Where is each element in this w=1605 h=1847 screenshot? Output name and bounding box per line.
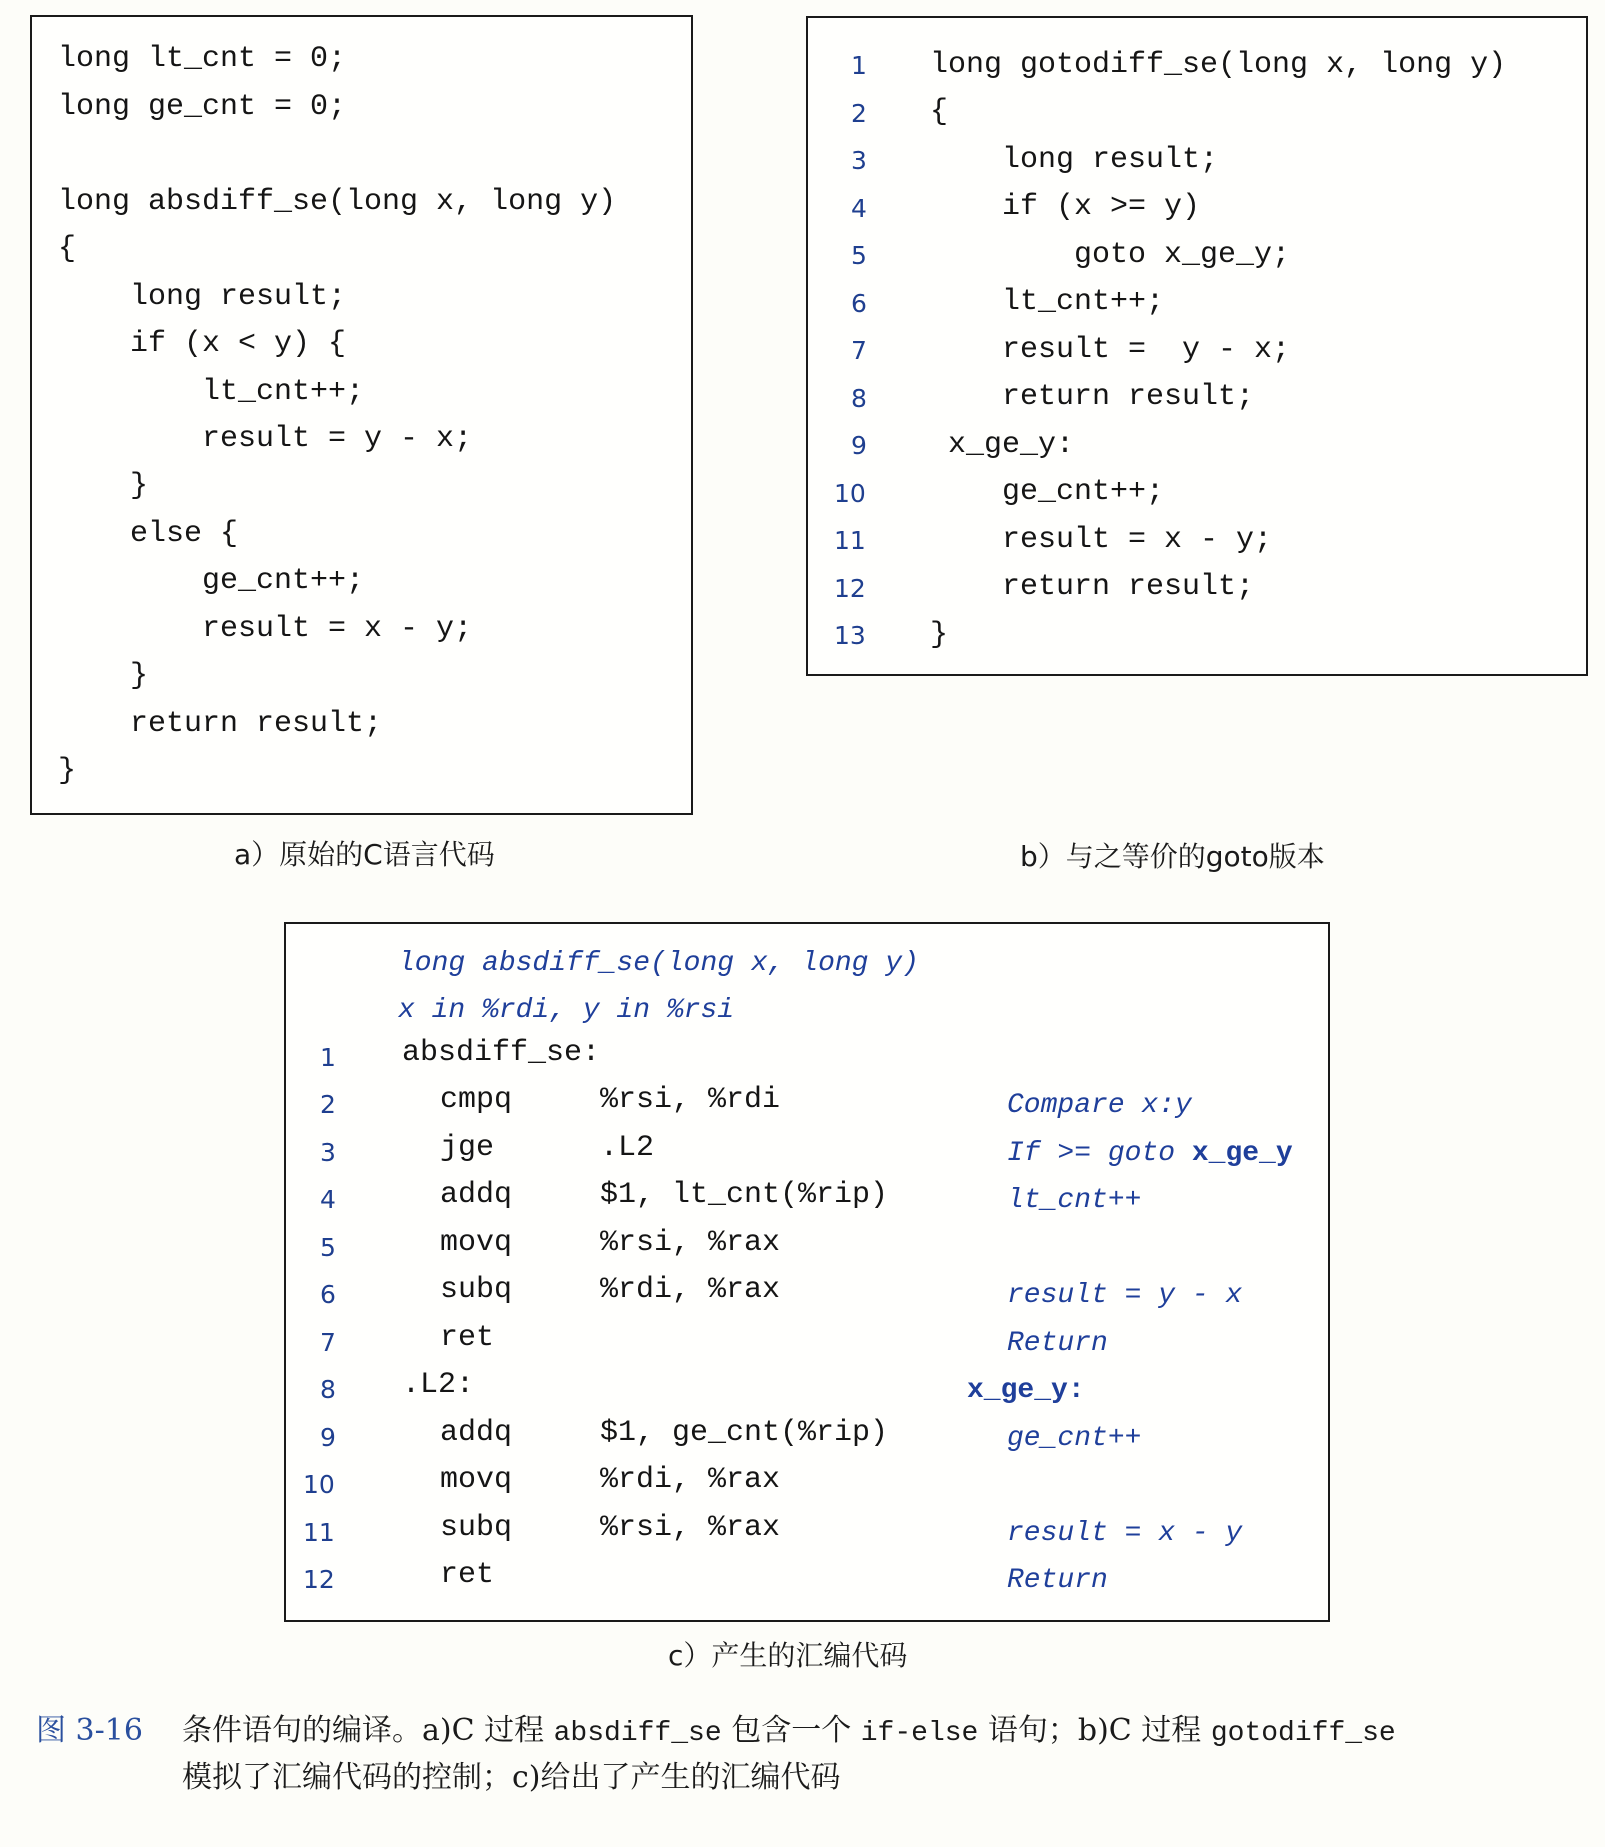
line-number: 1 (320, 1043, 336, 1072)
code-line: } (58, 659, 149, 693)
line-number: 12 (834, 574, 866, 603)
asm-op: addq (440, 1178, 513, 1212)
asm-args: $1, ge_cnt(%rip) (600, 1416, 889, 1450)
asm-header-registers: x in %rdi, y in %rsi (398, 995, 735, 1026)
asm-op: ret (440, 1321, 495, 1355)
code-line: } (58, 469, 149, 503)
asm-label: .L2: (402, 1368, 475, 1402)
line-number: 5 (851, 241, 867, 270)
line-number: 2 (320, 1090, 336, 1119)
line-number: 1 (851, 51, 867, 80)
line-number: 8 (320, 1375, 336, 1404)
figure-number: 图 3-16 (36, 1713, 143, 1748)
code-line: long ge_cnt = 0; (58, 90, 347, 124)
line-number: 10 (303, 1470, 335, 1499)
code-line: } (58, 754, 77, 788)
asm-comment-label (967, 1377, 1085, 1405)
asm-comment: Compare x:y (1007, 1090, 1192, 1121)
line-number: 9 (851, 431, 867, 460)
line-number: 6 (320, 1280, 336, 1309)
asm-args: %rdi, %rax (600, 1273, 781, 1307)
code-line: long result; (930, 143, 1219, 177)
code-line: else { (58, 517, 239, 551)
code-line: result = x - y; (58, 612, 473, 646)
comment-text: If >= goto (1007, 1138, 1192, 1169)
asm-comment: result = y - x (1007, 1280, 1243, 1311)
code-line: goto x_ge_y; (930, 238, 1291, 272)
code-line: if (x >= y) (930, 190, 1201, 224)
line-number: 2 (851, 99, 867, 128)
code-line: long result; (58, 280, 347, 314)
code-line: ge_cnt++; (58, 564, 365, 598)
code-line: long lt_cnt = 0; (58, 42, 347, 76)
line-number: 9 (320, 1423, 336, 1452)
asm-comment: Return (1007, 1328, 1108, 1359)
line-number: 5 (320, 1233, 336, 1262)
figure-caption-line2: 模拟了汇编代码的控制；c)给出了产生的汇编代码 (182, 1760, 841, 1795)
code-line: result = x - y; (930, 523, 1273, 557)
line-number: 8 (851, 384, 867, 413)
asm-comment: lt_cnt++ (1007, 1185, 1142, 1216)
asm-op: cmpq (440, 1083, 513, 1117)
code-line: return result; (930, 570, 1255, 604)
asm-header-signature: long absdiff_se(long x, long y) (398, 948, 919, 979)
line-number: 11 (834, 526, 866, 555)
asm-comment: ge_cnt++ (1007, 1423, 1142, 1454)
code-line: result = y - x; (58, 422, 473, 456)
caption-text: 语句；b)C 过程 (978, 1713, 1211, 1748)
asm-comment: result = x - y (1007, 1518, 1243, 1549)
caption-text: 条件语句的编译。a)C 过程 (182, 1713, 554, 1748)
code-line: long gotodiff_se(long x, long y) (930, 48, 1507, 82)
code-line: } (930, 618, 949, 652)
code-line: lt_cnt++; (930, 285, 1165, 319)
code-line: return result; (930, 380, 1255, 414)
caption-text: 包含一个 (721, 1713, 861, 1748)
asm-args: %rdi, %rax (600, 1463, 781, 1497)
code-line: result = y - x; (930, 333, 1291, 367)
line-number: 3 (320, 1138, 336, 1167)
code-line: x_ge_y: (930, 428, 1075, 462)
code-line: lt_cnt++; (58, 375, 365, 409)
figure-caption-line1 (182, 1713, 1396, 1749)
asm-comment: Return (1007, 1565, 1108, 1596)
asm-op: subq (440, 1511, 513, 1545)
panel-a-caption: a）原始的C语言代码 (234, 838, 495, 871)
line-number: 4 (320, 1185, 336, 1214)
code-line: long absdiff_se(long x, long y) (58, 185, 617, 219)
panel-b-caption: b）与之等价的goto版本 (1020, 840, 1325, 873)
asm-args: %rsi, %rax (600, 1226, 781, 1260)
panel-a-code-box (30, 15, 693, 815)
asm-args: $1, lt_cnt(%rip) (600, 1178, 889, 1212)
asm-op: ret (440, 1558, 495, 1592)
line-number: 4 (851, 194, 867, 223)
asm-op: jge (440, 1131, 495, 1165)
code-line: { (58, 232, 77, 266)
code-line: ge_cnt++; (930, 475, 1165, 509)
asm-comment (1007, 1140, 1293, 1168)
line-number: 7 (320, 1328, 336, 1357)
asm-op: subq (440, 1273, 513, 1307)
caption-code: absdiff_se (553, 1718, 722, 1749)
caption-code: if-else (860, 1718, 979, 1749)
line-number: 11 (303, 1518, 335, 1547)
asm-label: absdiff_se: (402, 1036, 601, 1070)
asm-args: .L2 (600, 1131, 655, 1165)
line-number: 6 (851, 289, 867, 318)
comment-label: x_ge_y: (967, 1375, 1085, 1406)
asm-op: movq (440, 1463, 513, 1497)
code-line: if (x < y) { (58, 327, 347, 361)
panel-c-caption: c）产生的汇编代码 (668, 1639, 908, 1672)
asm-op: addq (440, 1416, 513, 1450)
line-number: 7 (851, 336, 867, 365)
line-number: 3 (851, 146, 867, 175)
code-line: { (930, 95, 949, 129)
asm-args: %rsi, %rdi (600, 1083, 781, 1117)
line-number: 10 (834, 479, 866, 508)
line-number: 12 (303, 1565, 335, 1594)
line-number: 13 (834, 621, 866, 650)
caption-code: gotodiff_se (1210, 1718, 1396, 1749)
asm-op: movq (440, 1226, 513, 1260)
comment-label-ref: x_ge_y (1191, 1138, 1293, 1169)
asm-args: %rsi, %rax (600, 1511, 781, 1545)
code-line: return result; (58, 707, 383, 741)
